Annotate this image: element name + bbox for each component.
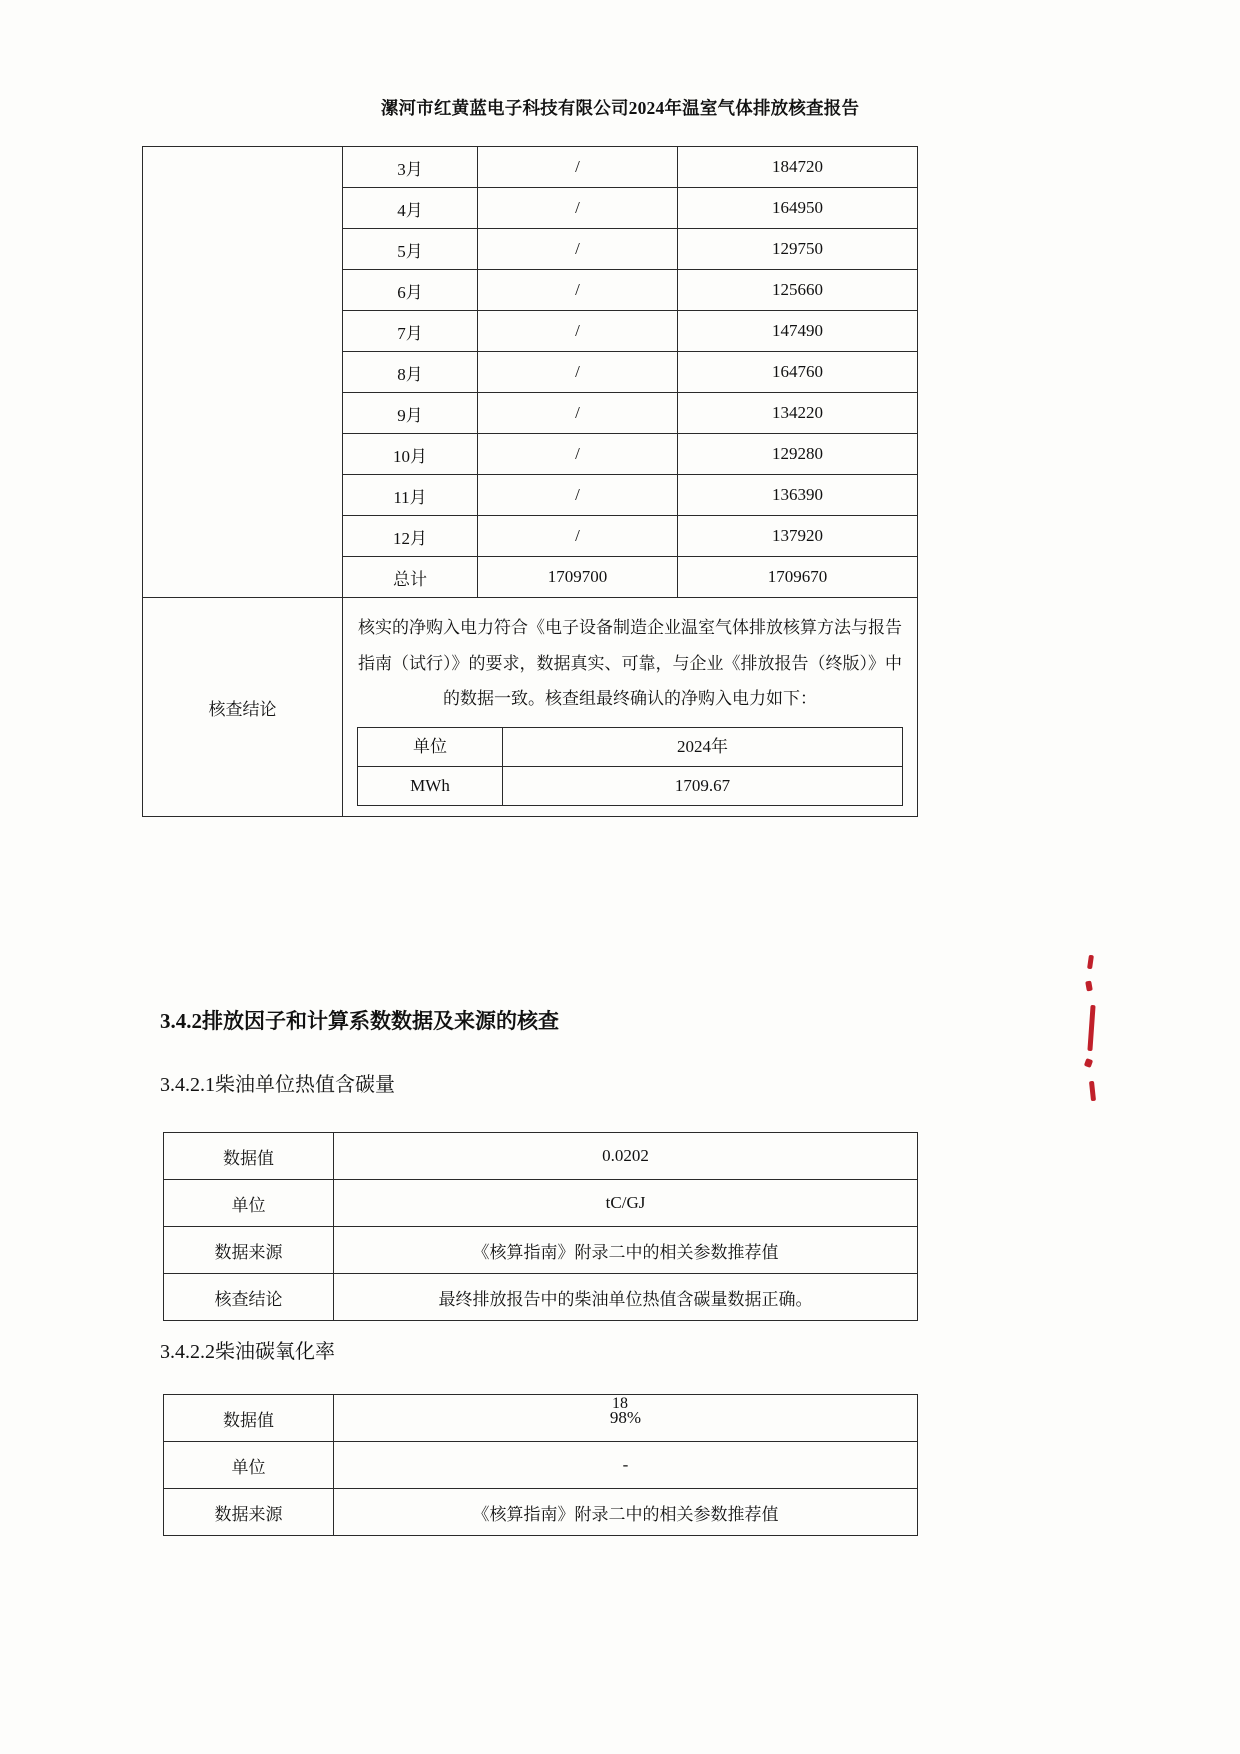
red-margin-annotation — [1082, 955, 1106, 1155]
mid-cell: / — [478, 270, 678, 311]
month-cell: 11月 — [343, 475, 478, 516]
mid-cell: / — [478, 475, 678, 516]
table-row — [164, 1489, 918, 1536]
row-label: 数据来源 — [164, 1489, 334, 1536]
row-group-label-cell — [143, 147, 343, 598]
month-cell: 3月 — [343, 147, 478, 188]
row-label: 数据来源 — [164, 1227, 334, 1274]
row-label: 数据值 — [164, 1395, 334, 1442]
mid-cell: / — [478, 516, 678, 557]
table-row — [164, 1180, 918, 1227]
mid-cell: / — [478, 311, 678, 352]
mid-cell: / — [478, 352, 678, 393]
table-row — [164, 1133, 918, 1180]
annotation-stroke-icon — [1087, 955, 1094, 970]
summary-number-value: 1709.67 — [503, 767, 903, 806]
electricity-data-table — [142, 146, 918, 817]
conclusion-text: 核实的净购入电力符合《电子设备制造企业温室气体排放核算方法与报告指南（试行）》的要求，数据真实、可靠，与企业《排放报告（终版）》中的数据一致。核查组最终确认的净购入电力如下： — [358, 618, 902, 709]
confirmed-electricity-summary-table — [357, 727, 903, 806]
table-row — [164, 1442, 918, 1489]
value-cell: 164760 — [678, 352, 918, 393]
diesel-carbon-content-table — [163, 1132, 918, 1321]
diesel-oxidation-rate-table — [163, 1394, 918, 1536]
month-cell: 10月 — [343, 434, 478, 475]
row-value: - — [334, 1442, 918, 1489]
conclusion-label: 核查结论 — [143, 598, 343, 817]
row-value: 0.0202 — [334, 1133, 918, 1180]
summary-unit-header: 单位 — [358, 728, 503, 767]
month-cell: 9月 — [343, 393, 478, 434]
value-cell: 184720 — [678, 147, 918, 188]
row-label: 单位 — [164, 1442, 334, 1489]
summary-unit-value: MWh — [358, 767, 503, 806]
annotation-stroke-icon — [1087, 1005, 1095, 1051]
month-cell: 6月 — [343, 270, 478, 311]
row-value: 98% — [334, 1395, 918, 1442]
table-row — [358, 728, 903, 767]
table-row — [143, 147, 918, 188]
total-value-cell: 1709670 — [678, 557, 918, 598]
row-value: 《核算指南》附录二中的相关参数推荐值 — [334, 1489, 918, 1536]
page-number: 18 — [612, 1395, 628, 1412]
section-heading-3-4-2-1: 3.4.2.1柴油单位热值含碳量 — [160, 1074, 395, 1096]
annotation-stroke-icon — [1085, 981, 1093, 992]
section-heading-3-4-2: 3.4.2排放因子和计算系数数据及来源的核查 — [160, 1009, 559, 1033]
month-cell: 5月 — [343, 229, 478, 270]
conclusion-body — [343, 598, 918, 817]
row-label: 数据值 — [164, 1133, 334, 1180]
row-label: 核查结论 — [164, 1274, 334, 1321]
conclusion-row — [143, 598, 918, 817]
row-label: 单位 — [164, 1180, 334, 1227]
page-header-title: 漯河市红黄蓝电子科技有限公司2024年温室气体排放核查报告 — [380, 98, 860, 118]
row-value: tC/GJ — [334, 1180, 918, 1227]
table-row — [358, 767, 903, 806]
month-cell: 12月 — [343, 516, 478, 557]
month-cell: 4月 — [343, 188, 478, 229]
mid-cell: / — [478, 229, 678, 270]
mid-cell: / — [478, 434, 678, 475]
mid-cell: / — [478, 393, 678, 434]
value-cell: 134220 — [678, 393, 918, 434]
total-mid-cell: 1709700 — [478, 557, 678, 598]
annotation-stroke-icon — [1089, 1081, 1096, 1101]
value-cell: 129750 — [678, 229, 918, 270]
value-cell: 125660 — [678, 270, 918, 311]
row-value: 《核算指南》附录二中的相关参数推荐值 — [334, 1227, 918, 1274]
month-cell: 7月 — [343, 311, 478, 352]
mid-cell: / — [478, 188, 678, 229]
value-cell: 147490 — [678, 311, 918, 352]
annotation-stroke-icon — [1084, 1058, 1093, 1068]
value-cell: 164950 — [678, 188, 918, 229]
month-cell: 8月 — [343, 352, 478, 393]
table-row — [164, 1274, 918, 1321]
mid-cell: / — [478, 147, 678, 188]
section-heading-3-4-2-2: 3.4.2.2柴油碳氧化率 — [160, 1341, 335, 1363]
value-cell: 137920 — [678, 516, 918, 557]
row-value: 最终排放报告中的柴油单位热值含碳量数据正确。 — [334, 1274, 918, 1321]
total-label-cell: 总计 — [343, 557, 478, 598]
value-cell: 136390 — [678, 475, 918, 516]
summary-year-header: 2024年 — [503, 728, 903, 767]
table-row — [164, 1227, 918, 1274]
value-cell: 129280 — [678, 434, 918, 475]
